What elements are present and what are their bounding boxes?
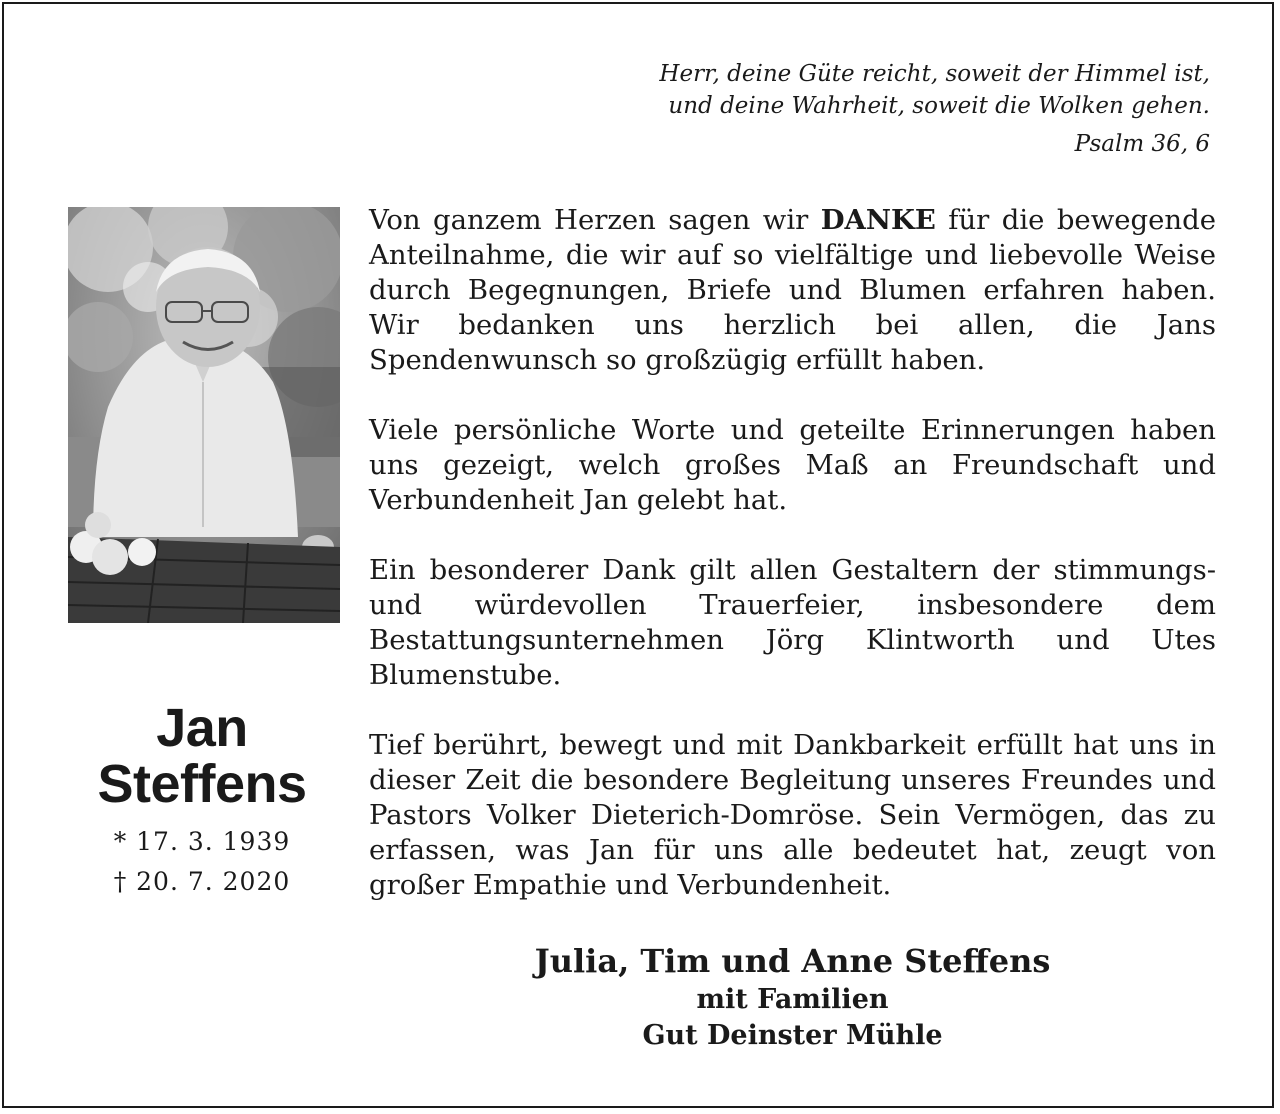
deceased-last-name: Steffens	[97, 754, 307, 814]
birth-date: * 17. 3. 1939	[113, 827, 291, 856]
message-paragraph-2: Viele persönliche Worte und geteilte Erinnerungen haben uns gezeigt, welch großes Maß an Freundschaft und Verbundenheit Jan gelebt hat.	[369, 414, 1216, 516]
signature-place: Gut Deinster Mühle	[642, 1020, 943, 1051]
message-paragraph-4: Tief berührt, bewegt und mit Dankbarkeit erfüllt hat uns in dieser Zeit die besondere Begleitung unseres Freundes und Pastors Volker Dieterich-Domröse. Sein Vermögen, das zu erfassen, was Jan für uns alle bedeutet hat, zeugt von großer Empathie und Verbundenheit.	[369, 729, 1216, 901]
signature-families: mit Familien	[696, 984, 889, 1015]
portrait-photo	[68, 207, 340, 623]
verse-line-1: Herr, deine Güte reicht, soweit der Himmel ist,	[659, 61, 1210, 87]
message-p1-danke: DANKE	[820, 204, 936, 236]
deceased-first-name: Jan	[156, 698, 248, 758]
deceased-name-block	[68, 700, 336, 902]
verse-reference: Psalm 36, 6	[1074, 131, 1210, 157]
bible-verse	[510, 58, 1210, 160]
message-paragraph-3: Ein besonderer Dank gilt allen Gestaltern der stimmungs- und würdevollen Trauerfeier, insbesondere dem Bestattungsunternehmen Jörg Klintworth und Utes Blumenstube.	[369, 554, 1216, 691]
message-p1-rest: für die bewegende Anteilnahme, die wir auf so vielfältige und liebevolle Weise durch Begegnungen, Briefe und Blumen erfahren haben. Wir bedanken uns herzlich bei allen, die Jans Spendenwunsch so großzügig erfüllt haben.	[369, 204, 1216, 376]
message-p1-intro: Von ganzem Herzen sagen wir	[369, 204, 821, 236]
signature-block	[369, 940, 1216, 1054]
verse-line-2: und deine Wahrheit, soweit die Wolken gehen.	[668, 93, 1210, 119]
signature-names: Julia, Tim und Anne Steffens	[534, 942, 1051, 980]
message-paragraph-1	[369, 203, 1216, 378]
message-text	[369, 203, 1216, 903]
death-date: † 20. 7. 2020	[113, 867, 291, 896]
